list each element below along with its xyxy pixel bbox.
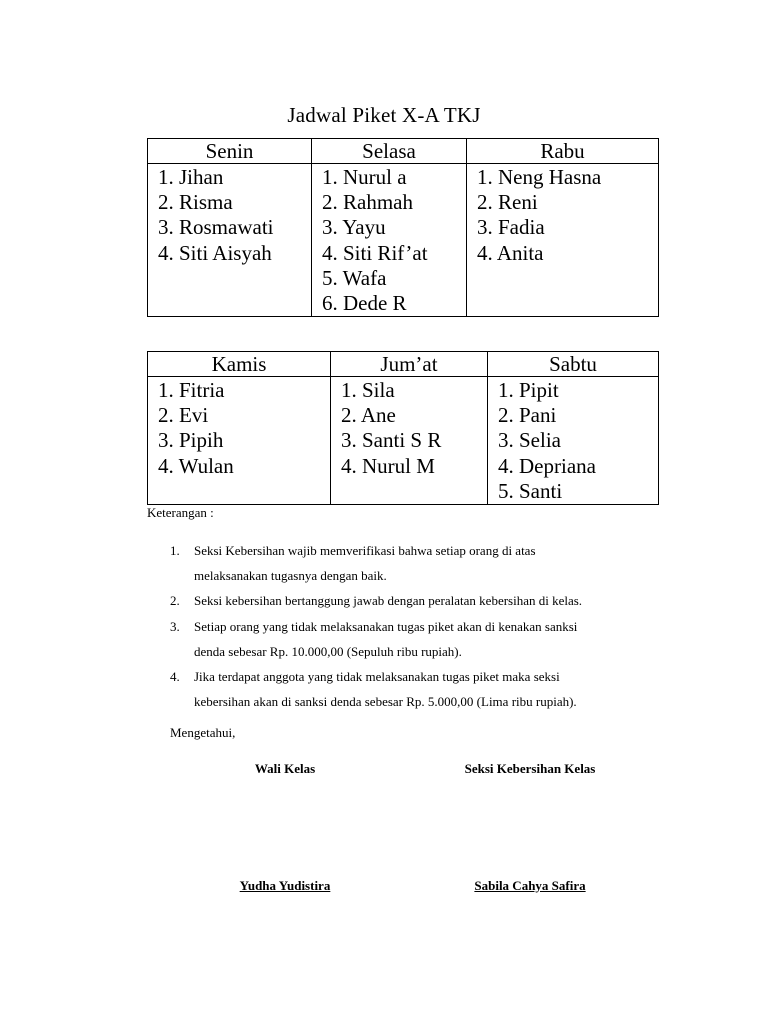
note-text-line: denda sebesar Rp. 10.000,00 (Sepuluh ribu rupiah). xyxy=(194,643,462,659)
note-number: 1. xyxy=(170,543,180,558)
note-item xyxy=(170,588,690,613)
mengetahui-label: Mengetahui, xyxy=(170,725,236,740)
notes-list xyxy=(170,538,690,714)
note-text-line: melaksanakan tugasnya dengan baik. xyxy=(194,568,387,584)
note-number: 3. xyxy=(170,618,180,634)
member-name: 3. Yayu xyxy=(322,215,386,240)
member-list-senin xyxy=(148,164,312,317)
day-header-jumat: Jum’at xyxy=(331,352,488,377)
member-list-rabu xyxy=(467,164,659,317)
note-text-line: Jika terdapat anggota yang tidak melaksanakan tugas piket maka seksi xyxy=(194,669,560,685)
member-name: 1. Pipit xyxy=(498,378,559,402)
schedule-table-1 xyxy=(147,138,659,317)
note-number: 2. xyxy=(170,593,180,609)
member-name: 1. Fitria xyxy=(158,378,225,402)
member-name: 1. Neng Hasna xyxy=(477,165,602,189)
member-name: 6. Dede R xyxy=(322,291,407,316)
wali-kelas-role: Wali Kelas xyxy=(254,761,316,776)
day-header-rabu: Rabu xyxy=(467,139,659,164)
seksi-kebersihan-name: Sabila Cahya Safira xyxy=(474,878,586,893)
member-name: 5. Wafa xyxy=(322,265,387,290)
member-name: 2. Risma xyxy=(158,190,233,215)
member-name: 4. Siti Rif’at xyxy=(322,240,428,265)
keterangan-label: Keterangan : xyxy=(147,505,214,520)
note-text-line: kebersihan akan di sanksi denda sebesar Rp. 5.000,00 (Lima ribu rupiah). xyxy=(194,694,577,710)
member-name: 4. Depriana xyxy=(498,453,596,478)
member-name: 3. Pipih xyxy=(158,428,224,453)
day-header-selasa: Selasa xyxy=(312,139,467,164)
note-item xyxy=(170,664,690,714)
member-name: 2. Ane xyxy=(341,403,396,428)
document-title: Jadwal Piket X-A TKJ xyxy=(287,103,481,127)
member-name: 4. Anita xyxy=(477,240,544,265)
note-number: 4. xyxy=(170,669,180,685)
member-name: 3. Selia xyxy=(498,428,561,453)
note-text-line: Seksi kebersihan bertanggung jawab dengan peralatan kebersihan di kelas. xyxy=(194,593,583,609)
day-header-kamis: Kamis xyxy=(148,352,331,377)
wali-kelas-name: Yudha Yudistira xyxy=(239,878,331,893)
member-name: 2. Evi xyxy=(158,403,209,428)
note-item xyxy=(170,538,690,588)
member-name: 2. Pani xyxy=(498,403,557,428)
day-header-senin: Senin xyxy=(148,139,312,164)
member-name: 4. Siti Aisyah xyxy=(158,240,272,265)
schedule-table-2 xyxy=(147,351,659,505)
member-name: 2. Reni xyxy=(477,190,538,215)
day-header-sabtu: Sabtu xyxy=(488,352,659,377)
note-text-line: Seksi Kebersihan wajib memverifikasi bahwa setiap orang di atas xyxy=(194,543,536,558)
member-list-sabtu xyxy=(488,377,659,505)
member-name: 1. Jihan xyxy=(158,165,224,189)
member-list-kamis xyxy=(148,377,331,505)
member-name: 4. Wulan xyxy=(158,453,234,478)
member-name: 4. Nurul M xyxy=(341,453,435,478)
member-name: 3. Fadia xyxy=(477,215,545,240)
member-list-jumat xyxy=(331,377,488,505)
member-name: 1. Sila xyxy=(341,378,395,402)
note-text-line: Setiap orang yang tidak melaksanakan tugas piket akan di kenakan sanksi xyxy=(194,618,578,634)
note-item xyxy=(170,614,690,664)
member-name: 5. Santi xyxy=(498,478,563,503)
member-name: 3. Santi S R xyxy=(341,428,442,453)
member-list-selasa xyxy=(312,164,467,317)
member-name: 3. Rosmawati xyxy=(158,215,274,240)
seksi-kebersihan-role: Seksi Kebersihan Kelas xyxy=(464,761,596,776)
member-name: 2. Rahmah xyxy=(322,190,413,215)
member-name: 1. Nurul a xyxy=(322,165,407,189)
